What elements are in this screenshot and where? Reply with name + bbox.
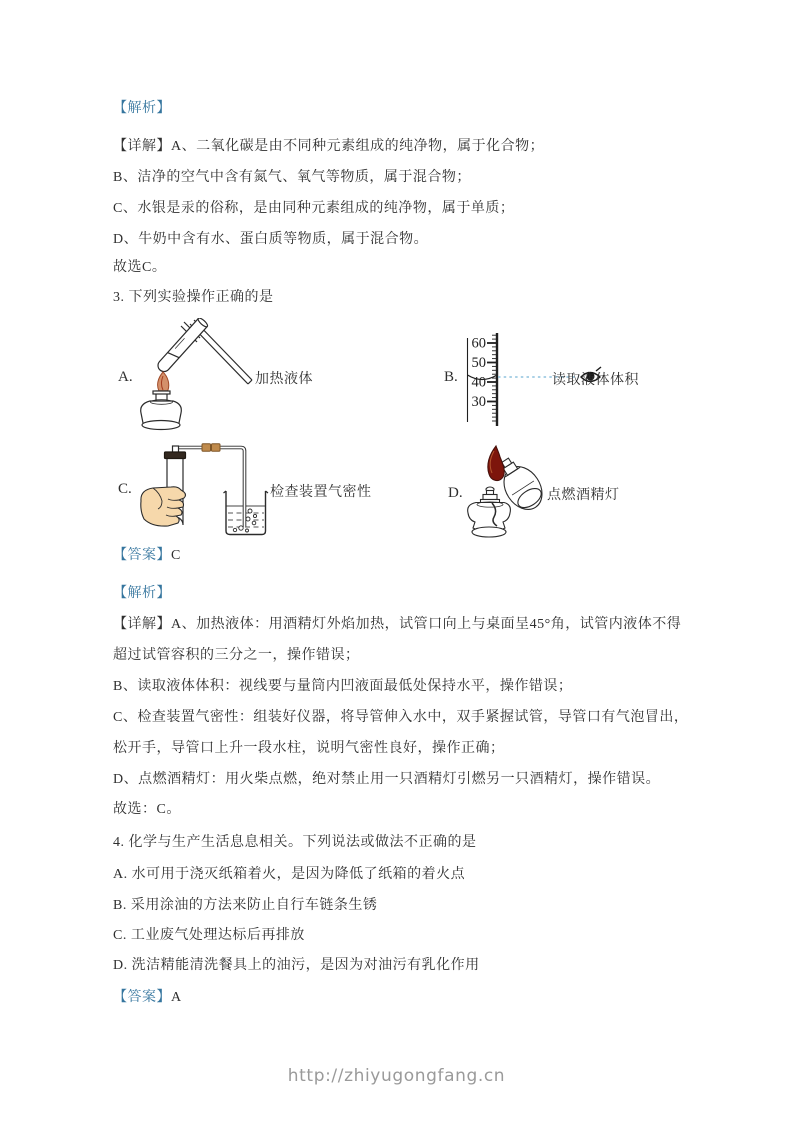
tick-label: 60 [471, 335, 486, 352]
option-d-letter: D. [448, 485, 463, 501]
explanation-line: 松开手，导管口上升一段水柱，说明气密性良好，操作正确； [113, 741, 505, 756]
footer-url: http://zhiyugongfang.cn [287, 1066, 506, 1086]
option-c-letter: C. [118, 481, 132, 497]
option-b-letter: B. [444, 369, 458, 385]
answer-value: A [171, 990, 182, 1005]
scale-numbers [472, 336, 487, 411]
answer-marker: 【答案】 [113, 990, 171, 1005]
explanation-line: 【详解】A、二氧化碳是由不同种元素组成的纯净物，属于化合物； [113, 139, 545, 154]
q4-option-d: D. 洗洁精能清洗餐具上的油污，是因为对油污有乳化作用 [113, 958, 480, 973]
q4-answer-line [113, 989, 182, 1006]
q4-option-a: A. 水可用于浇灭纸箱着火，是因为降低了纸箱的着火点 [113, 867, 466, 882]
option-d-caption: 点燃酒精灯 [547, 488, 620, 503]
hand [141, 487, 186, 526]
lighting-lamp-diagram [463, 443, 548, 543]
q3-answer-line [113, 547, 181, 564]
option-a-letter: A. [118, 369, 133, 385]
tube-connector [212, 444, 221, 451]
answer-value: C [171, 548, 181, 563]
analysis-marker-1: 【解析】 [113, 101, 171, 116]
q4-option-b: B. 采用涂油的方法来防止自行车链条生锈 [113, 898, 378, 913]
explanation-line: B、读取液体体积：视线要与量筒内凹液面最低处保持水平，操作错误； [113, 679, 573, 694]
tick-label: 30 [471, 394, 486, 410]
analysis-marker-2: 【解析】 [113, 586, 171, 601]
upright-alcohol-lamp [468, 487, 511, 537]
heating-liquid-diagram [136, 318, 258, 434]
rubber-stopper [165, 452, 186, 459]
explanation-line: C、检查装置气密性：组装好仪器，将导管伸入水中，双手紧握试管，导管口有气泡冒出， [113, 710, 689, 725]
explanation-line: 超过试管容积的三分之一，操作错误； [113, 648, 360, 663]
option-b-caption: 读取液体体积 [552, 373, 639, 388]
q4-option-c: C. 工业废气处理达标后再排放 [113, 928, 305, 943]
explanation-line: D、牛奶中含有水、蛋白质等物质，属于混合物。 [113, 232, 429, 247]
explanation-line: D、点燃酒精灯：用火柴点燃，绝对禁止用一只酒精灯引燃另一只酒精灯，操作错误。 [113, 772, 661, 787]
conclusion-line: 故选：C。 [113, 802, 181, 817]
explanation-line: 【详解】A、加热液体：用酒精灯外焰加热，试管口向上与桌面呈45°角，试管内液体不得 [113, 617, 682, 632]
question3-stem: 3. 下列实验操作正确的是 [113, 290, 274, 305]
explanation-line: B、洁净的空气中含有氮气、氧气等物质，属于混合物； [113, 170, 471, 185]
answer-marker: 【答案】 [113, 548, 171, 563]
question4-stem: 4. 化学与生产生活息息相关。下列说法或做法不正确的是 [113, 835, 477, 850]
conclusion-line: 故选C。 [113, 260, 167, 275]
option-c-caption: 检查装置气密性 [270, 485, 372, 500]
airtightness-check-diagram [138, 443, 269, 538]
tick-label: 50 [471, 355, 486, 371]
option-a-caption: 加热液体 [255, 372, 313, 387]
explanation-line: C、水银是汞的俗称，是由同种元素组成的纯净物，属于单质； [113, 201, 515, 216]
tick-label: 40 [471, 374, 486, 391]
tube-connector [202, 444, 211, 451]
